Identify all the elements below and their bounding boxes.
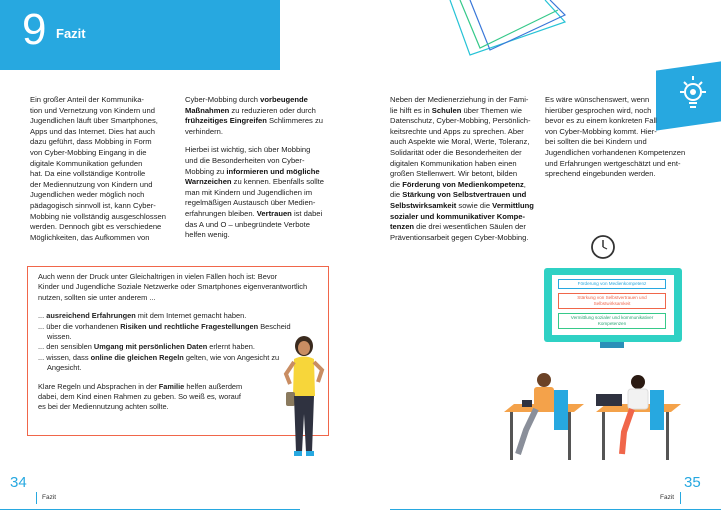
text: regelmäßigen Austausch über Medien- [185, 198, 316, 208]
text: Hierbei ist wichtig, sich über Mobbing [185, 145, 311, 155]
decorative-squares [430, 0, 570, 60]
screen-item-kompetenzen: Vermittlung sozialer und kommunikativer Kompetenzen [558, 313, 666, 329]
bold-text: Selbstwirksamkeit [390, 200, 457, 210]
text: Neben der Medienerziehung in der Fami- [390, 95, 529, 104]
text: Solidarität oder die Besonderheiten der [390, 147, 522, 157]
screen-item-selbstvertrauen: Stärkung von Selbstvertrauen und Selbstwirksamkeit [558, 293, 666, 309]
screen-item-medienkompetenz: Förderung von Medienkompetenz [558, 279, 666, 289]
col4-line: von Cyber-Mobbing kommt. Hier- [545, 126, 657, 136]
text: , [523, 179, 526, 189]
text: Klare Regeln und Absprachen in der [38, 381, 159, 391]
text: die [390, 179, 403, 189]
monitor-stand [600, 342, 624, 348]
col1-line: digitale Kommunikation gefunden [30, 158, 143, 168]
bold-text: Umgang mit persönlichen Daten [93, 342, 208, 352]
col4-line: bevor es zu einem konkreten Fall [545, 116, 657, 126]
text: erfahrungen bleiben. [185, 208, 257, 218]
chapter-title: Fazit [56, 26, 86, 41]
footer-divider [680, 492, 681, 504]
text: lie hilft es in [390, 105, 432, 115]
col4-line: Jugendlichen vorhandenen Kompetenzen [545, 147, 686, 157]
text: großen Stellenwert. Wir betont, bilden [390, 169, 518, 179]
text: man mit Kindern und Jugendlichen im [185, 187, 313, 197]
col4-line: bei sollten die bei Kindern und [545, 137, 647, 147]
text: Cyber-Mobbing durch [185, 95, 261, 104]
text: sowie die [456, 200, 493, 210]
col4-line: Es wäre wünschenswert, wenn [545, 95, 650, 104]
text: Präventionsarbeit gegen Cyber-Mobbing. [390, 232, 529, 242]
list-item [38, 322, 308, 343]
info-box-text [38, 272, 308, 421]
text: auch Aspekte wie Moral, Werte, Toleranz, [390, 137, 530, 147]
text: die drei wesentlichen Säulen der [414, 222, 526, 232]
column-2 [185, 95, 335, 249]
col2-paragraph-1 [185, 95, 335, 137]
text: Schlimmeres zu [266, 116, 323, 126]
text: digitalen Kommunikation haben einen [390, 158, 517, 168]
text: helfen wenig. [185, 230, 230, 240]
text: Mobbing zu [185, 166, 227, 176]
list-item [38, 342, 308, 352]
text: das A und O – unbegründete Verbote [185, 219, 310, 229]
bold-text: Förderung von Medienkompetenz [402, 179, 524, 189]
col1-line: der Mediennutzung von Kindern und [30, 179, 153, 189]
footer-label-left: Fazit [42, 494, 57, 501]
bold-text: tenzen [390, 222, 415, 232]
col1-line: dazu geführt, dass Mobbing in Form [30, 137, 152, 147]
col1-line: von Cyber-Mobbing Eingang in die [30, 147, 147, 157]
bold-text: sozialer und kommunikativer Kompe- [390, 211, 526, 221]
text: Auch wenn der Druck unter Gleichaltrigen in vielen Fällen hoch ist: Bevor [38, 272, 278, 281]
bold-text: vorbeugende [260, 95, 308, 104]
box-intro [38, 272, 308, 303]
text: mit dem Internet gemacht haben. [135, 311, 247, 321]
chapter-number: 9 [22, 5, 47, 54]
board-screen [552, 275, 674, 335]
text: ... den sensiblen [38, 342, 94, 352]
list-item [38, 353, 308, 374]
box-list [38, 311, 308, 373]
col1-line: Apps und das Internet. Dies hat auch [30, 126, 155, 136]
col4-line: hierüber gesprochen wird, noch [545, 105, 652, 115]
text: zu kennen. Ebenfalls sollte [231, 177, 325, 187]
bold-text: Schulen [431, 105, 462, 115]
text: erlernt haben. [207, 342, 255, 352]
bold-text: informieren und mögliche [226, 166, 320, 176]
page-number-right: 35 [684, 474, 701, 491]
col4-line: und Erfahrungen wertgeschätzt und ent- [545, 158, 681, 168]
text: nutzen, sollten sie unter anderem ... [38, 292, 156, 302]
col1-line: Mobbing nie vollständig ausgeschlossen [30, 211, 166, 221]
text: keitsrechte und Apps zu sprechen. Aber [390, 126, 524, 136]
girl-illustration [282, 334, 328, 464]
text: die [390, 190, 403, 200]
bold-text: Vermittlung [492, 200, 534, 210]
classroom-illustration [496, 370, 696, 470]
bold-text: Maßnahmen [185, 105, 230, 115]
text: Kinder und Jugendliche Soziale Netzwerke oder Smartphones eigenverantwortlich [38, 282, 308, 292]
col1-line: Jugendlichen läuft über Smartphones, [30, 116, 158, 126]
bold-text: Vertrauen [256, 208, 292, 218]
text: ... [38, 311, 47, 321]
list-item [38, 311, 308, 321]
bold-text: online die gleichen Regeln [90, 352, 184, 362]
footer-line-right [390, 509, 721, 510]
clock-icon [590, 234, 616, 260]
box-outro [38, 382, 248, 413]
footer-label-right: Fazit [660, 494, 675, 501]
footer-line-left [0, 509, 300, 510]
page-number-left: 34 [10, 474, 27, 491]
bold-text: ausreichend Erfahrungen [46, 311, 136, 321]
text: über Themen wie [461, 105, 522, 115]
bold-text: Familie [158, 381, 185, 391]
bold-text: Risiken und rechtliche Fragestellungen [120, 321, 259, 331]
col1-line: Jugendlichen weder möglich noch [30, 190, 145, 200]
bold-text: frühzeitiges Eingreifen [185, 116, 267, 126]
text: zu reduzieren oder durch [229, 105, 316, 115]
column-3 [390, 95, 550, 243]
bold-text: Warnzeichen [185, 177, 232, 187]
text: ist dabei [291, 208, 323, 218]
text: ... über die vorhandenen [38, 321, 121, 331]
text: ... wissen, dass [38, 352, 91, 362]
col1-line: pädagogisch sinnvoll ist, kann Cyber- [30, 200, 156, 210]
text: gelten, wie von Angesicht zu Angesicht. [47, 352, 280, 373]
text: Bescheid wissen. [47, 321, 291, 342]
col2-paragraph-2 [185, 145, 335, 240]
text: und die Besonderheiten von Cyber- [185, 155, 305, 165]
column-4 [545, 95, 705, 180]
col1-line: werden. Dennoch gibt es verschiedene [30, 222, 162, 232]
col4-line: sprechend eingebunden werden. [545, 169, 656, 179]
bold-text: Stärkung von Selbstvertrauen und [402, 190, 527, 200]
column-1 [30, 95, 180, 243]
col1-line: Ein großer Anteil der Kommunika- [30, 95, 144, 104]
col1-line: tion und Vernetzung von Kindern und [30, 105, 155, 115]
text: Datenschutz, Cyber-Mobbing, Persönlich- [390, 116, 531, 126]
footer-divider [36, 492, 37, 504]
col1-line: hat. Da eine vollständige Kontrolle [30, 169, 146, 179]
text: verhindern. [185, 126, 223, 136]
col1-line: Möglichkeiten, das Aufkommen von [30, 232, 150, 242]
text: helfen außerdem dabei, dem Kind einen Rahmen zu geben. So weiß es, worauf es bei der Mediennutzung achten sollte. [38, 381, 243, 412]
